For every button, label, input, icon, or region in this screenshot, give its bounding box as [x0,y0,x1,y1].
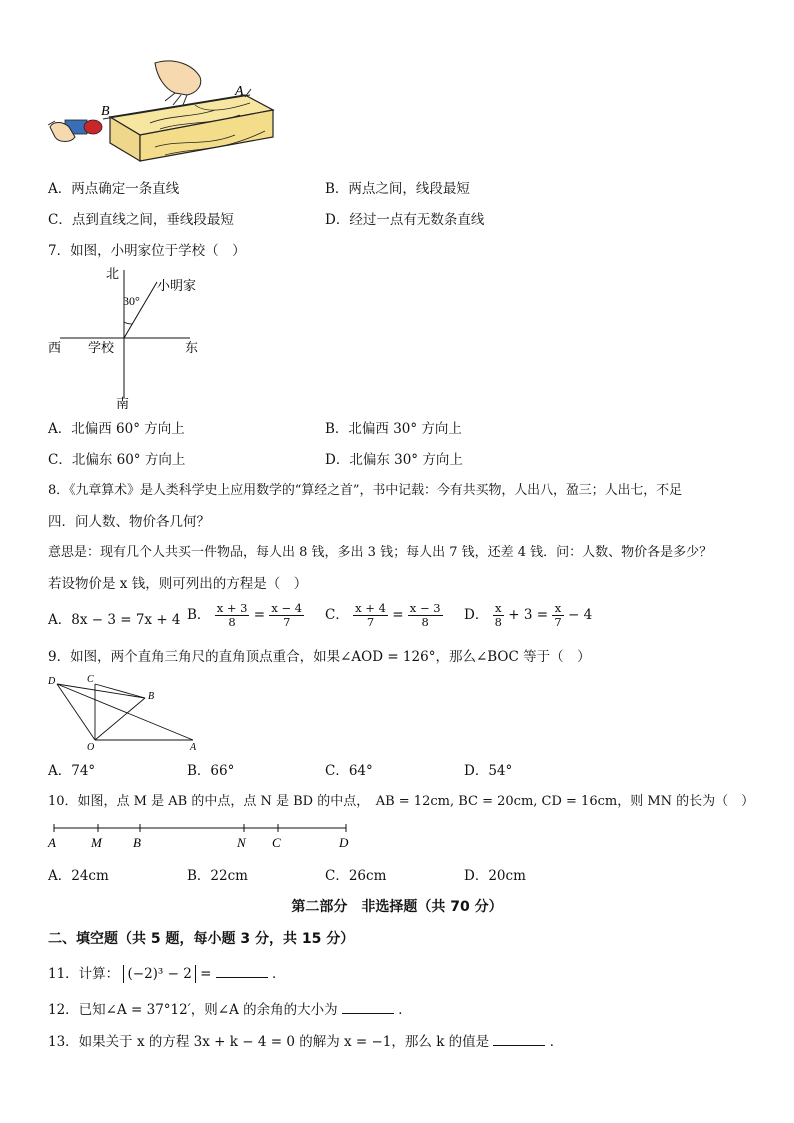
q6-figure [45,55,285,165]
q12-tail: ． [398,1002,412,1018]
q12-answer-blank[interactable] [342,1000,394,1014]
q12 [48,1000,412,1019]
q8-option-a: A．8x − 3 = 7x + 4 [48,612,181,628]
q8-option-c-frac2: $\frac{x - 3}{8}$ [409,601,441,629]
q7-option-c: C．北偏东 60° 方向上 [48,452,186,468]
q6-option-b: B．两点之间，线段最短 [325,181,470,197]
q7-label-south: 南 [116,396,130,411]
q7-label-east: 东 [185,340,199,355]
q10-label-a: A [48,835,56,850]
q9-option-c: C．64° [325,763,373,779]
q7-label-home: 小明家 [157,278,197,293]
q8-option-d [464,602,592,629]
q6-label-b: B [101,104,110,119]
q10-label-b: B [133,835,141,850]
q11 [48,964,286,983]
q13 [48,1032,563,1051]
q6-option-d: D．经过一点有无数条直线 [325,212,485,228]
q8-option-b-frac2: $\frac{x - 4}{7}$ [271,601,303,629]
q13-text: 13．如果关于 x 的方程 3x + k − 4 = 0 的解为 x = −1，那么 k 的值是 [48,1034,490,1050]
q7-label-angle: 30° [123,294,140,308]
q9-option-b: B．66° [187,763,235,779]
q8-option-c-eq: = [392,607,404,623]
q10-figure [45,818,355,852]
q10-option-c: C．26cm [325,868,387,884]
q7-label-west: 西 [48,340,62,355]
q7-option-a: A．北偏西 60° 方向上 [48,421,185,437]
q9-figure [45,672,205,752]
q8-option-b-label: B． [187,607,211,623]
q8-option-d-frac1: $\frac{x}{8}$ [494,601,502,629]
q6-option-a: A．两点确定一条直线 [48,181,180,197]
q7-option-d: D．北偏东 30° 方向上 [325,452,463,468]
q8-stem-line4: 若设物价是 x 钱，则可列出的方程是（ ） [48,576,308,592]
q9-label-c: C [87,674,94,685]
q8-option-d-mid: + 3 = [508,607,549,623]
q8-option-b-frac1: $\frac{x + 3}{8}$ [216,601,248,629]
q10-option-a: A．24cm [48,868,109,884]
q8-option-b [187,602,304,629]
q7-figure [45,262,215,412]
q10-stem: 10．如图，点 M 是 AB 的中点，点 N 是 BD 的中点， AB = 12cm, BC = 20cm, CD = 16cm，则 MN 的长为（ ） [48,794,755,809]
q12-text: 12．已知∠A = 37°12′，则∠A 的余角的大小为 [48,1002,338,1018]
q8-option-d-tail: − 4 [567,607,593,623]
q11-prefix: 11．计算： [48,966,120,982]
part2-title: 第二部分 非选择题（共 70 分） [291,899,503,915]
q10-label-d: D [339,835,349,850]
q7-stem: 7．如图，小明家位于学校（ ） [48,243,246,259]
q10-label-m: M [91,835,102,850]
q6-option-c: C．点到直线之间，垂线段最短 [48,212,234,228]
q10-option-b: B．22cm [187,868,248,884]
q9-option-a: A．74° [48,763,96,779]
q7-label-north: 北 [106,266,120,281]
q10-label-c: C [272,835,281,850]
q8-option-c-label: C． [325,607,349,623]
q8-option-c [325,602,443,629]
q10-option-d: D．20cm [464,868,526,884]
q9-stem: 9．如图，两个直角三角尺的直角顶点重合，如果∠AOD = 126°，那么∠BOC 等于（ ） [48,649,591,665]
q9-label-b: B [148,691,155,702]
q7-label-school: 学校 [88,340,115,355]
q9-option-d: D．54° [464,763,513,779]
q9-label-d: D [48,676,56,687]
q6-label-a: A [235,84,244,99]
q8-option-d-frac2: $\frac{x}{7}$ [554,601,562,629]
q8-stem-line2: 四．问人数、物价各几何？ [48,514,210,530]
q11-tail: ． [272,966,286,982]
section2-title: 二、填空题（共 5 题，每小题 3 分，共 15 分） [48,931,355,947]
q9-label-o: O [87,742,95,752]
q13-answer-blank[interactable] [493,1032,545,1046]
q8-option-d-label: D． [464,607,489,623]
q9-label-a: A [190,742,197,752]
q8-stem-line3: 意思是：现有几个人共买一件物品，每人出 8 钱，多出 3 钱；每人出 7 钱，还差 4 钱．问：人数、物价各是多少？ [48,545,713,560]
q10-label-n: N [237,835,246,850]
q7-option-b: B．北偏西 30° 方向上 [325,421,462,437]
q11-answer-blank[interactable] [216,964,268,978]
q8-option-b-eq: = [253,607,266,623]
q8-stem-line1: 8．《九章算术》是人类科学史上应用数学的“算经之首”，书中记载：今有共买物，人出八，盈三；人出七，不足 [48,483,682,498]
q13-tail: ． [549,1034,564,1050]
q11-expr: (−2)³ − 2 [123,965,195,983]
q8-option-c-frac1: $\frac{x + 4}{7}$ [355,601,386,629]
q11-eq: = [200,966,212,982]
